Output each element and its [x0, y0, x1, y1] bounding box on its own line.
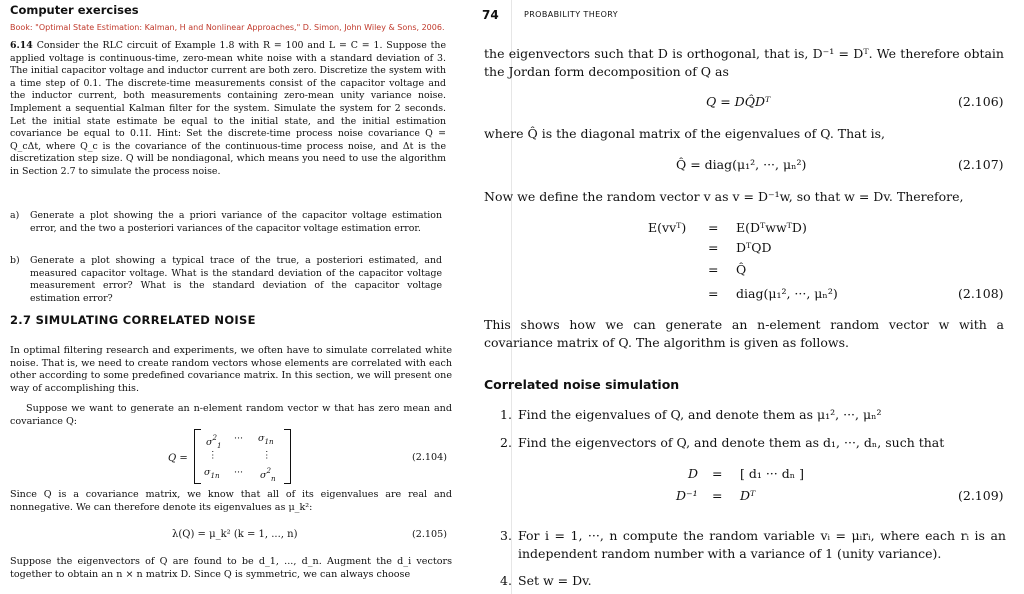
- step-4-text: Set w = Dv.: [518, 573, 592, 588]
- equation-2108-row2: DᵀQD: [736, 240, 772, 255]
- matrix-entry-n1: $\sigma_{1n}$: [204, 467, 220, 480]
- equation-2108-lhs: E(vvᵀ): [648, 220, 687, 235]
- page-number: 74: [482, 8, 499, 22]
- equation-2109-D-rhs: [ d₁ ··· dₙ ]: [740, 466, 804, 481]
- algorithm-step-4: [500, 572, 1006, 590]
- equation-number-2106: (2.106): [958, 94, 1004, 109]
- equation-2105: λ(Q) = μ_k² (k = 1, ..., n): [172, 529, 298, 540]
- algorithm-title: Correlated noise simulation: [484, 377, 680, 392]
- equation-2106: Q = DQ̂Dᵀ: [706, 94, 771, 109]
- equation-2108-eq1: =: [708, 220, 719, 235]
- right-paragraph-1: the eigenvectors such that D is orthogonal, that is, D⁻¹ = Dᵀ. We therefore obtain the Jordan form decomposition of Q as: [484, 46, 1004, 79]
- equation-2108-row3: Q̂: [736, 262, 747, 277]
- left-paragraph-3: Since Q is a covariance matrix, we know that all of its eigenvalues are real and nonnegative. We can therefore denote its eigenvalues as μ_k²:: [10, 489, 452, 513]
- page-divider: [511, 0, 512, 594]
- step-1-label: 1.: [500, 407, 512, 422]
- step-1-text: Find the eigenvalues of Q, and denote them as μ₁², ···, μₙ²: [518, 407, 882, 422]
- equation-number-2109: (2.109): [958, 488, 1004, 503]
- equation-2109-eq2: =: [712, 488, 723, 503]
- step-4-label: 4.: [500, 573, 512, 588]
- section-title: 2.7 SIMULATING CORRELATED NOISE: [10, 313, 256, 327]
- matrix-vdots-right: ⋮: [262, 450, 272, 461]
- subitem-a: [10, 210, 442, 235]
- matrix-q-label: Q =: [168, 453, 188, 464]
- book-reference: Book: "Optimal State Estimation: Kalman, H and Nonlinear Approaches," D. Simon, John Wiley & Sons, 2006.: [10, 23, 445, 32]
- left-paragraph-1: In optimal filtering research and experiments, we often have to simulate correlated white noise. That is, we need to create random vectors whose elements are correlated with each other according to some predefined covariance matrix. In this section, we will present one way of accomplishing this.: [10, 345, 452, 394]
- matrix-left-bracket: [194, 429, 201, 484]
- subitem-a-label: a): [10, 210, 20, 221]
- problem-number: 6.14: [10, 40, 33, 51]
- equation-2109-Dinv: D⁻¹: [676, 488, 698, 503]
- matrix-dots-top: ···: [234, 433, 244, 444]
- equation-number-2108: (2.108): [958, 286, 1004, 301]
- equation-2108-eq3: =: [708, 262, 719, 277]
- equation-2108-row4: diag(μ₁², ···, μₙ²): [736, 286, 838, 301]
- equation-2108-eq4: =: [708, 286, 719, 301]
- algorithm-step-1: [500, 406, 1006, 424]
- equation-2107: Q̂ = diag(μ₁², ···, μₙ²): [676, 157, 807, 172]
- right-paragraph-2: where Q̂ is the diagonal matrix of the eigenvalues of Q. That is,: [484, 126, 886, 141]
- problem-6-14: [10, 40, 446, 179]
- equation-2108-row1: E(DᵀwwᵀD): [736, 220, 807, 235]
- algorithm-step-3: [500, 527, 1006, 563]
- subitem-b-label: b): [10, 255, 20, 266]
- running-head: PROBABILITY THEORY: [524, 10, 619, 19]
- equation-number-2104: (2.104): [412, 452, 447, 463]
- left-paragraph-4: Suppose the eigenvectors of Q are found to be d_1, ..., d_n. Augment the d_i vectors together to obtain an n × n matrix D. Since Q is symmetric, we can always choose: [10, 556, 452, 580]
- matrix-entry-nn: $\sigma^2_n$: [260, 466, 276, 483]
- algorithm-step-2: [500, 434, 1006, 452]
- equation-2109-Dinv-rhs: Dᵀ: [740, 488, 756, 503]
- right-paragraph-4: This shows how we can generate an n-element random vector w with a covariance matrix of Q. The algorithm is given as follows.: [484, 317, 1004, 350]
- left-paragraph-2: Suppose we want to generate an n-element random vector w that has zero mean and covariance Q:: [10, 403, 452, 427]
- equation-number-2107: (2.107): [958, 157, 1004, 172]
- matrix-dots-bottom: ···: [234, 467, 244, 478]
- exercises-title: Computer exercises: [10, 3, 139, 17]
- equation-number-2105: (2.105): [412, 529, 447, 540]
- subitem-a-text: Generate a plot showing the a priori variance of the capacitor voltage estimation error, and the two a posteriori variances of the capacitor voltage estimation error.: [30, 210, 442, 234]
- step-3-text: For i = 1, ···, n compute the random variable vᵢ = μᵢrᵢ, where each rᵢ is an independent random number with a variance of 1 (unity variance).: [518, 528, 1006, 561]
- matrix-entry-1n: $\sigma_{1n}$: [258, 433, 274, 446]
- equation-2109-D: D: [688, 466, 699, 481]
- step-2-label: 2.: [500, 435, 512, 450]
- right-paragraph-3: Now we define the random vector v as v = D⁻¹w, so that w = Dv. Therefore,: [484, 189, 964, 204]
- matrix-vdots-left: ⋮: [208, 450, 218, 461]
- equation-2109-eq1: =: [712, 466, 723, 481]
- matrix-entry-11: $\sigma^2_1$: [206, 433, 222, 450]
- problem-text: Consider the RLC circuit of Example 1.8 with R = 100 and L = C = 1. Suppose the applied voltage is continuous-time, zero-mean white noise with a standard deviation of 3. The initial capacitor voltage and inductor current are both zero. Discretize the system with a time step of 0.1. The discrete-time measurements consist of the capacitor voltage and the inductor current, both measurements containing zero-mean unity variance noise. Implement a sequential Kalman filter for the system. Simulate the system for 2 seconds. Let the initial state estimate be equal to the initial state, and the initial estimation covariance be equal to 0.1I. Hint: Set the discrete-time process noise covariance Q = Q_cΔt, where Q_c is the covariance of the continuous-time process noise, and Δt is the discretization step size. Q will be nondiagonal, which means you need to use the algorithm in Section 2.7 to simulate the process noise.: [10, 40, 446, 177]
- subitem-b-text: Generate a plot showing a typical trace of the true, a posteriori estimated, and measured capacitor voltage. What is the standard deviation of the capacitor voltage measurement error? What is the standard deviation of the capacitor voltage estimation error?: [30, 255, 442, 304]
- step-3-label: 3.: [500, 528, 512, 543]
- matrix-right-bracket: [284, 429, 291, 484]
- step-2-text: Find the eigenvectors of Q, and denote them as d₁, ···, dₙ, such that: [518, 435, 945, 450]
- equation-2108-eq2: =: [708, 240, 719, 255]
- subitem-b: [10, 255, 442, 305]
